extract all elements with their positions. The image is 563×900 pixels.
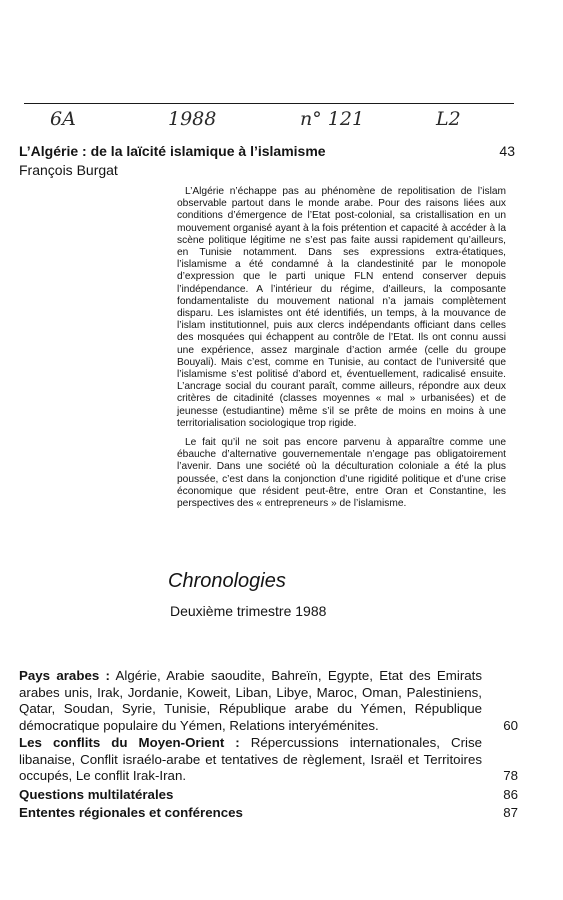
section-heading: Chronologies — [168, 570, 286, 592]
article-page-number: 43 — [499, 143, 515, 159]
toc-entry-lead: Les conflits du Moyen-Orient : — [19, 735, 240, 750]
toc-entry — [19, 805, 518, 822]
toc-page-number: 78 — [503, 768, 518, 783]
table-of-contents — [19, 668, 518, 822]
article-author: François Burgat — [19, 162, 118, 178]
toc-entry-text: Algérie, Arabie saoudite, Bahreïn, Egypte, Etat des Emirats arabes unis, Irak, Jordanie, Koweit, Liban, Libye, Maroc, Oman, Palestiniens, Qatar, Soudan, Syrie, Tunisie, République arabe du Yémen, République démocratique populaire du Yémen, Relations interyéménites. — [19, 668, 482, 733]
toc-entry-text: Répercussions internationales, Crise libanaise, Conflit israélo-arabe et tentatives de règlement, Israël et Territoires occupés, Le conflit Irak-Iran. — [19, 735, 482, 783]
handwritten-annotation: 1988 — [168, 108, 217, 130]
toc-entry-lead: Pays arabes : — [19, 668, 110, 683]
handwritten-annotation: n° 121 — [300, 108, 365, 130]
toc-entry — [19, 668, 518, 734]
abstract-paragraph: Le fait qu’il ne soit pas encore parvenu à apparaître comme une ébauche d’alternative gouvernementale n’engage pas obligatoirement l’avenir. Dans une société où la déculturation coloniale a été la plus poussée, c’est dans la conjonction d’une rigidité politique et d’une crise économique que résident peut-être, entre Oran et Constantine, les perspectives des « entrepreneurs » de l’islamisme. — [177, 437, 506, 510]
header-rule — [24, 103, 514, 104]
toc-page-number: 86 — [503, 786, 518, 802]
toc-page-number: 60 — [503, 717, 518, 733]
toc-entry-lead: Questions multilatérales — [19, 786, 174, 802]
handwritten-annotation: L2 — [436, 108, 461, 130]
section-subheading: Deuxième trimestre 1988 — [170, 603, 327, 619]
handwritten-annotation: 6A — [50, 108, 76, 130]
toc-entry — [19, 735, 518, 785]
toc-entry-lead: Ententes régionales et conférences — [19, 805, 243, 820]
toc-page-number: 87 — [503, 805, 518, 820]
article-title: L’Algérie : de la laïcité islamique à l’islamisme — [19, 143, 326, 159]
toc-entry — [19, 787, 518, 804]
abstract-paragraph: L’Algérie n’échappe pas au phénomène de repolitisation de l’islam observable partout dans le monde arabe. Pour des raisons liées aux conditions d’émergence de l’Etat post-colonial, sa cristallisation en un mouvement organisé ayant à la fois prétention et capacité à accéder à la scène politique légitime ne s’est pas faite aussi rapidement qu’ailleurs, en Tunisie notamment. Dans ses expressions extra-étatiques, l’islamisme a été condamné à la clandestinité par le monopole d’expression que le parti unique FLN entend conserver depuis l’indépendance. A l’intérieur du régime, d’ailleurs, la composante fondamentaliste du mouvement national n’a jamais complètement disparu. Les islamistes ont été identifiés, un temps, à la mouvance de l’islam institutionnel, puis aux clercs indépendants officiant dans celles des mosquées qui échappent au contrôle de l’Etat. Ils ont connu aussi une expérience, assez marginale d’action armée (celle du groupe Bouyali). Mais c’est, comme en Tunisie, au contact de l’université que l’islamisme s’est politisé d’abord et, éventuellement, radicalisé ensuite. L’ancrage social du courant paraît, comme ailleurs, répondre aux deux critères de citadinité (classes moyennes « mal » urbanisées) et de jeunesse (estudiantine) même s’il se prête de moins en moins à une territorialisation sociologique trop rigide. — [177, 186, 506, 429]
article-abstract — [177, 186, 506, 517]
